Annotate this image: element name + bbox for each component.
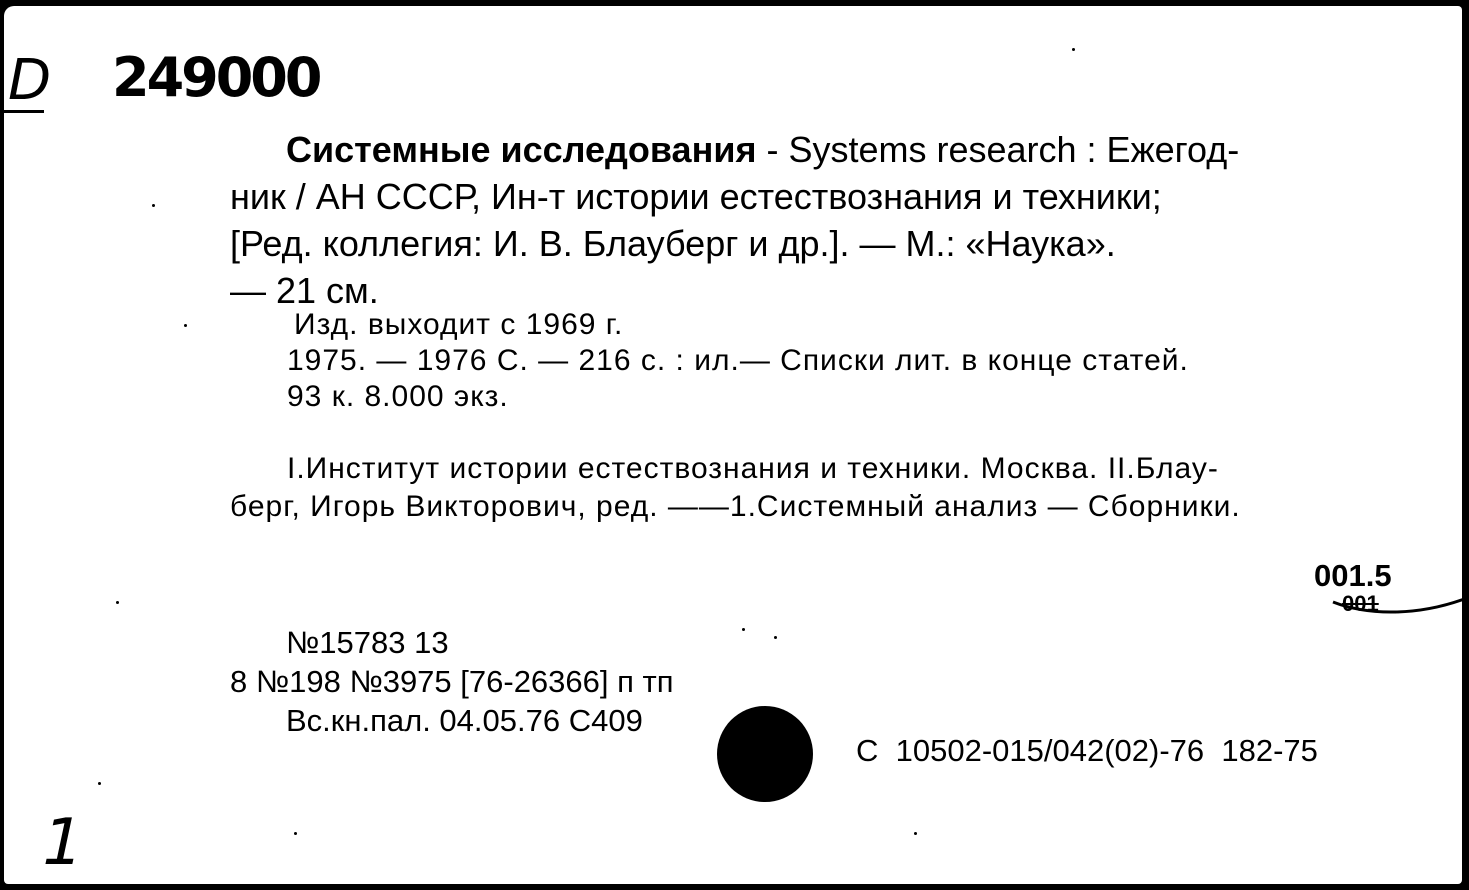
speck <box>914 832 917 835</box>
catalog-code: С 10502-015/042(02)-76 182-75 <box>856 733 1318 768</box>
note-line-3: 93 к. 8.000 экз. <box>287 380 509 413</box>
catalog-card <box>4 6 1462 884</box>
pen-stroke <box>1329 594 1462 624</box>
speck <box>184 324 187 327</box>
note-line-2: 1975. — 1976 С. — 216 с. : ил.— Списки лит. в конце статей. <box>287 344 1189 377</box>
speck <box>742 628 745 631</box>
tracing-line-1: I.Институт истории естествознания и техники. Москва. II.Блау- <box>287 452 1219 485</box>
classification-number: 001.5 <box>1314 558 1392 593</box>
bottom-line-1: №15783 13 <box>286 625 449 660</box>
speck <box>774 636 777 639</box>
tracing-line-2: берг, Игорь Викторович, ред. ——1.Системный анализ — Сборники. <box>230 490 1241 523</box>
speck <box>1072 48 1075 51</box>
note-line-1: Изд. выходит с 1969 г. <box>294 308 624 341</box>
inventory-number: 249000 <box>112 46 320 109</box>
title-line-1 <box>286 125 1239 174</box>
title-line-4: — 21 см. <box>230 270 379 311</box>
title-bold: Системные исследования <box>286 129 757 170</box>
punched-hole <box>717 706 813 802</box>
handwritten-number: 1 <box>34 806 91 880</box>
classification-crossed: 001 <box>1342 591 1379 616</box>
title-line-3: [Ред. коллегия: И. В. Блауберг и др.]. — М.: «Наука». <box>230 223 1116 264</box>
bottom-line-3: Вс.кн.пал. 04.05.76 С409 <box>286 703 643 738</box>
speck <box>294 832 297 835</box>
title-line-1-rest: - Systems research : Ежегод- <box>756 129 1240 170</box>
speck <box>98 782 101 785</box>
speck <box>116 601 119 604</box>
handwritten-letter: D <box>8 48 52 113</box>
speck <box>152 204 155 207</box>
bottom-line-2: 8 №198 №3975 [76-26366] п тп <box>230 664 674 699</box>
title-line-2: ник / АН СССР, Ин-т истории естествознания и техники; <box>230 176 1162 217</box>
